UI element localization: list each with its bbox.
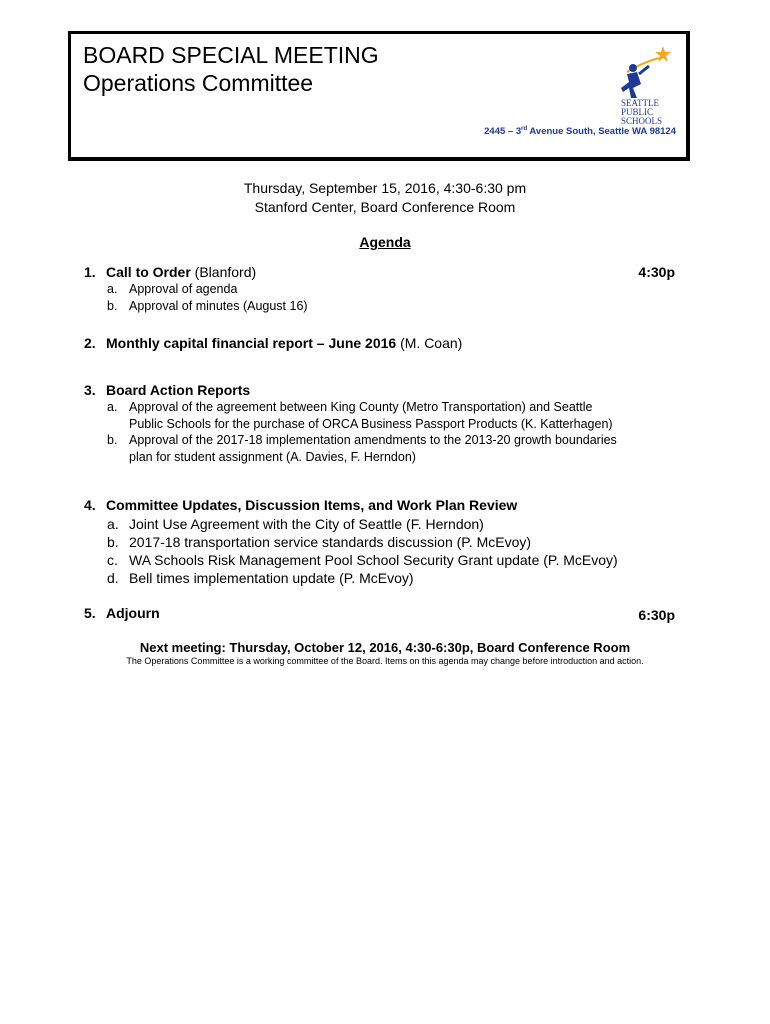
item-3a [107, 399, 677, 432]
meeting-date: Thursday, September 15, 2016, 4:30-6:30 pm [243, 180, 527, 196]
seattle-public-schools-logo-icon [619, 44, 679, 124]
item-3b [107, 432, 677, 465]
item-title: Board Action Reports [106, 382, 251, 398]
committee-note: The Operations Committee is a working committee of the Board. Items on this agenda may change before introduction and action. [126, 656, 644, 666]
sub-text-line1: Approval of the 2017-18 implementation amendments to the 2013-20 growth boundaries [129, 433, 617, 447]
sub-letter: b. [107, 534, 119, 550]
sub-text: 2017-18 transportation service standards discussion (P. McEvoy) [129, 534, 532, 550]
agenda-item-5 [84, 605, 160, 621]
item-title: Call to Order [106, 264, 191, 280]
sub-letter: a. [107, 400, 118, 414]
agenda-item-4 [84, 497, 517, 513]
header-box [68, 31, 690, 161]
sub-text: Joint Use Agreement with the City of Seattle (F. Herndon) [129, 516, 484, 532]
agenda-item-1 [84, 264, 256, 280]
item-4b [107, 533, 531, 551]
logo-text-line-1: SEATTLE [621, 98, 659, 108]
item-1-time: 4:30p [638, 264, 675, 280]
meeting-title: BOARD SPECIAL MEETING [83, 42, 379, 68]
item-number: 1. [84, 264, 96, 280]
logo-text-line-2: PUBLIC [621, 107, 654, 117]
item-4c [107, 551, 618, 569]
item-4d [107, 569, 414, 587]
next-meeting: Next meeting: Thursday, October 12, 2016, 4:30-6:30p, Board Conference Room [139, 640, 631, 655]
agenda-heading: Agenda [359, 234, 411, 250]
sub-text-line2: Public Schools for the purchase of ORCA Business Passport Products (K. Katterhagen) [129, 416, 613, 431]
item-number: 5. [84, 605, 96, 621]
sub-letter: a. [107, 516, 119, 532]
sub-text: Approval of minutes (August 16) [129, 299, 308, 313]
address [484, 126, 676, 137]
sub-letter: b. [107, 433, 118, 447]
meeting-location: Stanford Center, Board Conference Room [254, 199, 516, 215]
item-1b [107, 298, 677, 315]
item-presenter: (M. Coan) [396, 335, 463, 351]
agenda-item-3 [84, 382, 250, 398]
sub-text: Approval of agenda [129, 282, 238, 296]
item-presenter: (Blanford) [190, 264, 257, 280]
item-number: 3. [84, 382, 96, 398]
address-sup: rd [521, 126, 528, 132]
sub-letter: a. [107, 282, 118, 296]
agenda-item-2 [84, 335, 462, 351]
sub-text-line1: Approval of the agreement between King County (Metro Transportation) and Seattle [129, 400, 593, 414]
item-number: 2. [84, 335, 96, 351]
sub-text-line2: plan for student assignment (A. Davies, F. Herndon) [129, 449, 416, 464]
item-title: Committee Updates, Discussion Items, and Work Plan Review [106, 497, 518, 513]
item-4a [107, 515, 484, 533]
sub-letter: c. [107, 552, 118, 568]
item-title: Monthly capital financial report – June 2016 [106, 335, 397, 351]
committee-title: Operations Committee [83, 70, 314, 96]
item-title: Adjourn [106, 605, 160, 621]
sub-letter: d. [107, 570, 119, 586]
item-1a [107, 281, 677, 298]
sub-text: WA Schools Risk Management Pool School Security Grant update (P. McEvoy) [129, 552, 618, 568]
address-pre: 2445 – 3 [484, 126, 522, 138]
item-number: 4. [84, 497, 96, 513]
sub-letter: b. [107, 299, 118, 313]
address-post: Avenue South, Seattle WA 98124 [527, 126, 676, 138]
item-5-time: 6:30p [638, 607, 675, 623]
sub-text: Bell times implementation update (P. McEvoy) [129, 570, 414, 586]
logo-text-line-3: SCHOOLS [621, 116, 663, 124]
